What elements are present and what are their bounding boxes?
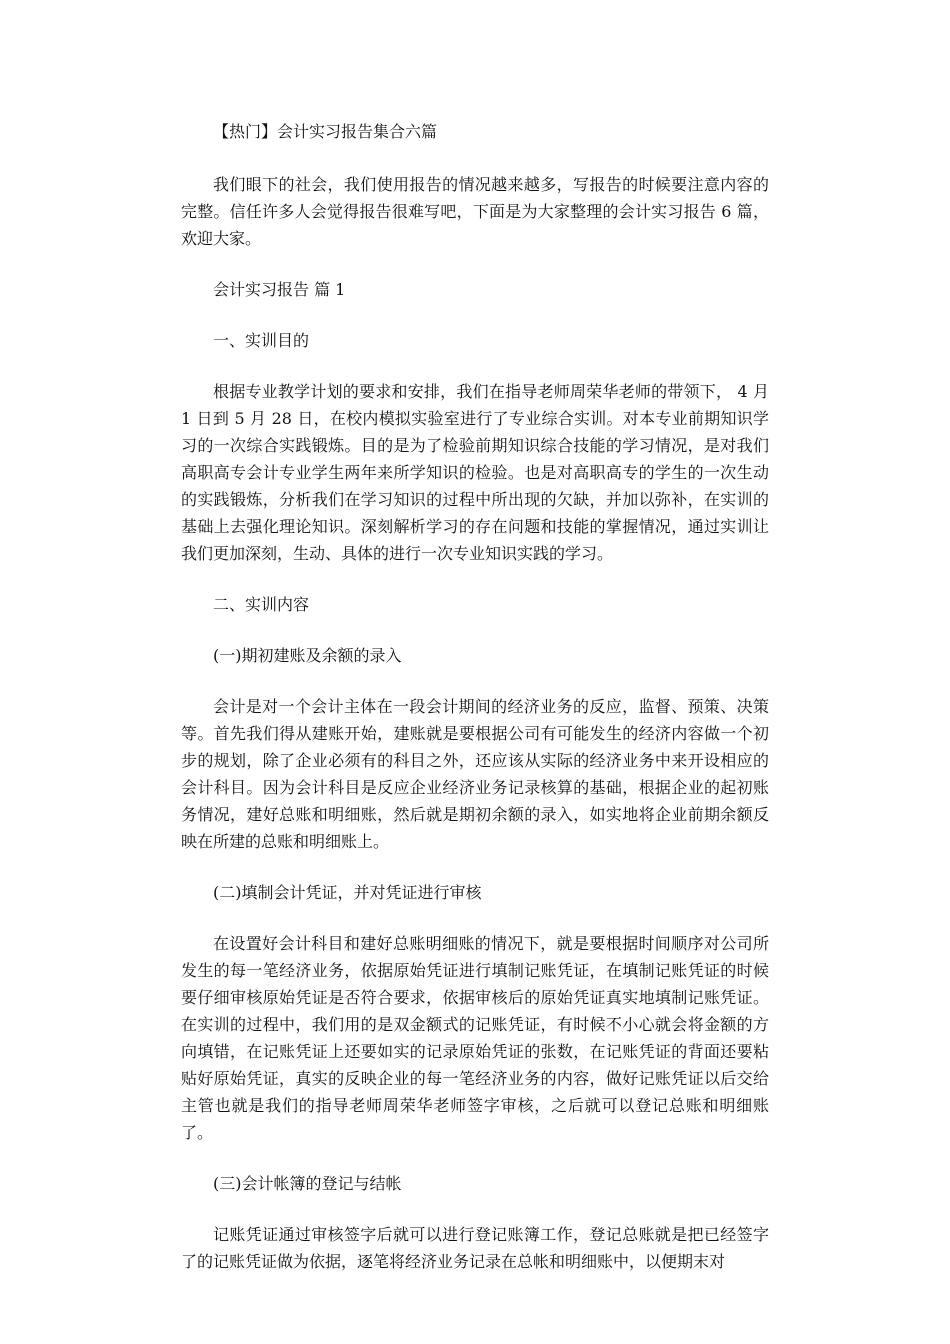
subsection-heading-vouchers: (二)填制会计凭证，并对凭证进行审核 [213,883,482,902]
subsection-heading-ledger: (三)会计帐簿的登记与结帐 [213,1174,402,1193]
section-paragraph-purpose: 根据专业教学计划的要求和安排，我们在指导老师周荣华老师的带领下， 4 月 1 日到 5 月 28 日，在校内模拟实验室进行了专业综合实训。对本专业前期知识学习的一次综合实践锻炼。目的是为了检验前期知识综合技能的学习情况，是对我们高职高专会计专业学生两年来所学知识的检验。也是对高职高专的学生的一次生动的实践锻炼，分析我们在学习知识的过程中所出现的欠缺，并加以弥补，在实训的基础上去强化理论知识。深刻解析学习的存在问题和技能的掌握情况，通过实训让我们更加深刻，生动、具体的进行一次专业知识实践的学习。 [181,382,769,563]
section-heading-content: 二、实训内容 [213,595,310,614]
article-heading: 会计实习报告 篇 1 [213,280,346,299]
section-heading-purpose: 一、实训目的 [213,331,310,350]
intro-paragraph: 我们眼下的社会，我们使用报告的情况越来越多，写报告的时候要注意内容的完整。信任许多人会觉得报告很难写吧，下面是为大家整理的会计实习报告 6 篇，欢迎大家。 [181,175,769,248]
subsection-paragraph-opening-accounts: 会计是对一个会计主体在一段会计期间的经济业务的反应，监督、预策、决策等。首先我们得从建账开始，建账就是要根据公司有可能发生的经济内容做一个初步的规划，除了企业必须有的科目之外，还应该从实际的经济业务中来开设相应的会计科目。因为会计科目是反应企业经济业务记录核算的基础，根据企业的起初账务情况，建好总账和明细账，然后就是期初余额的录入，如实地将企业前期余额反映在所建的总账和明细账上。 [181,697,769,851]
subsection-paragraph-vouchers: 在设置好会计科目和建好总账明细账的情况下，就是要根据时间顺序对公司所发生的每一笔经济业务，依据原始凭证进行填制记账凭证，在填制记账凭证的时候要仔细审核原始凭证是否符合要求，依据审核后的原始凭证真实地填制记账凭证。在实训的过程中，我们用的是双金额式的记账凭证，有时候不小心就会将金额的方向填错，在记账凭证上还要如实的记录原始凭证的张数，在记账凭证的背面还要粘贴好原始凭证，真实的反映企业的每一笔经济业务的内容，做好记账凭证以后交给主管也就是我们的指导老师周荣华老师签字审核，之后就可以登记总账和明细账了。 [181,934,769,1142]
subsection-heading-opening-accounts: (一)期初建账及余额的录入 [213,646,402,665]
subsection-paragraph-ledger: 记账凭证通过审核签字后就可以进行登记账簿工作，登记总账就是把已经签字了的记账凭证做为依据，逐笔将经济业务记录在总帐和明细账中，以便期末对 [181,1225,769,1271]
document-body [181,118,769,1299]
document-title: 【热门】会计实习报告集合六篇 [213,122,438,141]
